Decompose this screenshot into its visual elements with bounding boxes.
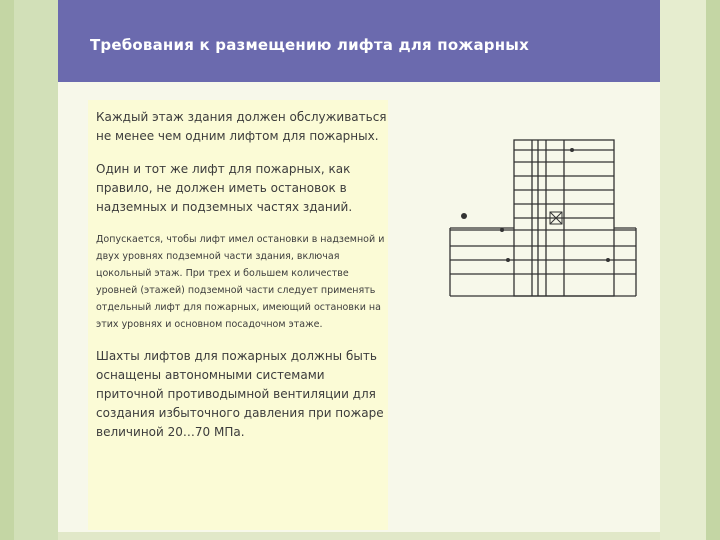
right-band [655,0,706,540]
paragraph-3: Допускается, чтобы лифт имел остановки в надземной и двух уровнях подземной части здания, включая цокольный этаж. При трех и большем количестве уровней (этажей) подземной части следует применять отдельный лифт для пожарных, имеющий остановки на этих уровнях и основном посадочном этаже. [96,234,385,330]
paragraph-1: Каждый этаж здания должен обслуживаться не менее чем одним лифтом для пожарных. [96,110,387,143]
paragraph-2: Один и тот же лифт для пожарных, как правило, не должен иметь остановок в надземных и подземных частях зданий. [96,162,353,214]
paragraph-4: Шахты лифтов для пожарных должны быть оснащены автономными системами приточной противодымной вентиляции для создания избыточного давления при пожаре величиной 20…70 МПа. [96,349,384,439]
bottom-band [58,532,660,540]
title-bar [58,0,660,82]
slide-title: Требования к размещению лифта для пожарных [90,36,529,54]
markers [461,148,610,262]
text-column [88,100,388,530]
left-stripe [0,0,14,540]
building-section-drawing [446,138,642,308]
right-stripe [706,0,720,540]
